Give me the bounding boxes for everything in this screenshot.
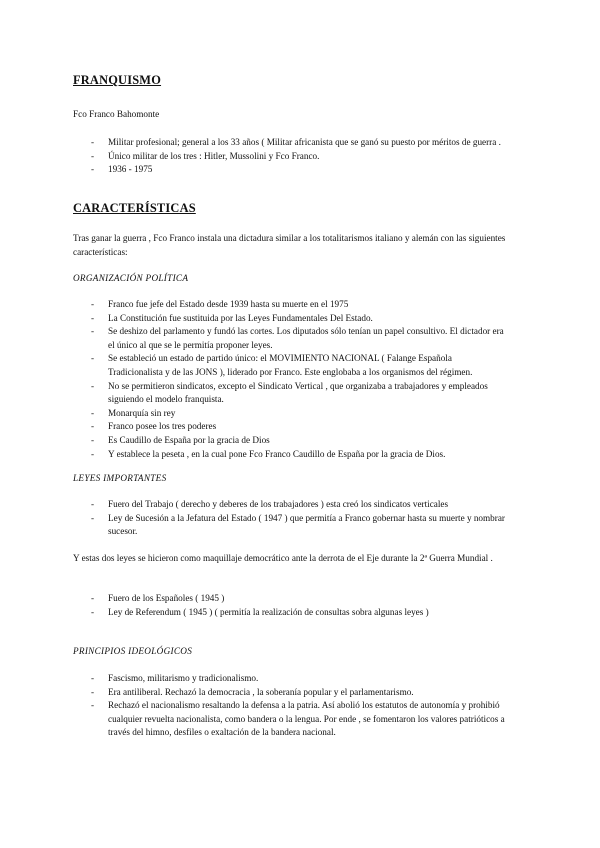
list-item bbox=[0, 352, 508, 379]
bullet-dash: - bbox=[91, 448, 95, 459]
list-item-text: Fuero del Trabajo ( derecho y deberes de los trabajadores ) esta creó los sindicatos verticales bbox=[108, 499, 449, 509]
bullet-dash: - bbox=[91, 499, 95, 509]
bullet-dash: - bbox=[91, 353, 95, 364]
list-item-text: Es Caudillo de España por la gracia de Dios bbox=[108, 434, 270, 445]
list-item bbox=[0, 699, 508, 740]
list-item bbox=[0, 448, 508, 462]
document-title: FRANQUISMO bbox=[73, 73, 162, 87]
bullet-dash: - bbox=[91, 326, 95, 337]
list-item bbox=[0, 606, 508, 620]
bullet-dash: - bbox=[91, 686, 95, 697]
bullet-dash: - bbox=[91, 164, 95, 175]
bullet-dash: - bbox=[91, 299, 95, 309]
bullet-dash: - bbox=[91, 421, 95, 432]
list-item bbox=[0, 420, 508, 434]
list-item bbox=[0, 136, 508, 150]
list-item bbox=[0, 380, 508, 407]
bullet-dash: - bbox=[91, 407, 95, 418]
bullet-dash: - bbox=[91, 673, 95, 683]
list-item bbox=[0, 150, 508, 164]
subheading-principios: PRINCIPIOS IDEOLÓGICOS bbox=[73, 646, 193, 656]
bullet-dash: - bbox=[91, 312, 95, 323]
list-item bbox=[0, 407, 508, 421]
list-item bbox=[0, 298, 508, 312]
list-item-text: Rechazó el nacionalismo resaltando la defensa a la patria. Así abolió los estatutos de autonomía y prohibió cualquier revuelta nacionalista, como bandera o la lengua. Por ende , se fomentaron los valores patrióticos a través del himno, desfiles o exaltación de la bandera nacional. bbox=[108, 700, 505, 738]
subheading-leyes: LEYES IMPORTANTES bbox=[73, 473, 167, 483]
list-item-text: Fascismo, militarismo y tradicionalismo. bbox=[108, 673, 259, 683]
list-item bbox=[0, 512, 508, 539]
list-item-text: Se estableció un estado de partido único: el MOVIMIENTO NACIONAL ( Falange Española Tradicionalista y de las JONS ), liderado por Franco. Este englobaba a los organismos del régimen. bbox=[108, 353, 473, 377]
list-item bbox=[0, 686, 508, 700]
section-title: CARACTERÍSTICAS bbox=[73, 201, 196, 215]
bullet-dash: - bbox=[91, 380, 95, 391]
list-item bbox=[0, 312, 508, 326]
bullet-dash: - bbox=[91, 434, 95, 445]
organizacion-list bbox=[0, 298, 600, 461]
list-item bbox=[0, 592, 508, 606]
list-item-text: Fuero de los Españoles ( 1945 ) bbox=[108, 593, 225, 603]
list-item bbox=[0, 163, 508, 177]
list-item-text: 1936 - 1975 bbox=[108, 164, 153, 175]
principios-list bbox=[0, 672, 600, 740]
list-item bbox=[0, 498, 508, 512]
list-item-text: Franco posee los tres poderes bbox=[108, 421, 217, 432]
bullet-dash: - bbox=[91, 606, 95, 617]
list-item-text: Único militar de los tres : Hitler, Mussolini y Fco Franco. bbox=[108, 150, 320, 161]
list-item-text: Ley de Referendum ( 1945 ) ( permitía la realización de consultas sobra algunas leyes ) bbox=[108, 606, 429, 617]
list-item-text: Se deshizo del parlamento y fundó las cortes. Los diputados sólo tenían un papel consultivo. El dictador era el único al que se le permitía proponer leyes. bbox=[108, 326, 504, 350]
subheading-organizacion: ORGANIZACIÓN POLÍTICA bbox=[73, 273, 189, 283]
list-item-text: No se permitieron sindicatos, excepto el Sindicato Vertical , que organizaba a trabajadores y empleados siguiendo el modelo franquista. bbox=[108, 380, 488, 405]
section-intro: Tras ganar la guerra , Fco Franco instala una dictadura similar a los totalitarismos italiano y alemán con las siguientes características: bbox=[73, 233, 506, 257]
list-item-text: Y establece la peseta , en la cual pone Fco Franco Caudillo de España por la gracia de Dios. bbox=[108, 448, 446, 459]
fueros-list bbox=[0, 592, 600, 619]
list-item-text: Ley de Sucesión a la Jefatura del Estado ( 1947 ) que permitía a Franco gobernar hasta su muerte y nombrar sucesor. bbox=[108, 512, 505, 537]
bullet-dash: - bbox=[91, 700, 95, 711]
list-item bbox=[0, 672, 508, 686]
mid-paragraph: Y estas dos leyes se hicieron como maquillaje democrático ante la derrota de el Eje durante la 2ª Guerra Mundial . bbox=[73, 553, 493, 563]
intro-list bbox=[0, 136, 600, 177]
list-item-text: Franco fue jefe del Estado desde 1939 hasta su muerte en el 1975 bbox=[108, 299, 349, 309]
list-item-text: Militar profesional; general a los 33 años ( Militar africanista que se ganó su puesto por méritos de guerra . bbox=[108, 137, 501, 147]
leyes-list bbox=[0, 498, 600, 539]
list-item bbox=[0, 434, 508, 448]
bullet-dash: - bbox=[91, 150, 95, 161]
bullet-dash: - bbox=[91, 137, 95, 147]
list-item-text: Monarquía sin rey bbox=[108, 407, 176, 418]
list-item bbox=[0, 325, 508, 352]
intro-name: Fco Franco Bahomonte bbox=[73, 109, 160, 119]
bullet-dash: - bbox=[91, 593, 95, 603]
list-item-text: La Constitución fue sustituida por las Leyes Fundamentales Del Estado. bbox=[108, 312, 373, 323]
bullet-dash: - bbox=[91, 512, 95, 523]
list-item-text: Era antiliberal. Rechazó la democracia , la soberanía popular y el parlamentarismo. bbox=[108, 686, 414, 697]
